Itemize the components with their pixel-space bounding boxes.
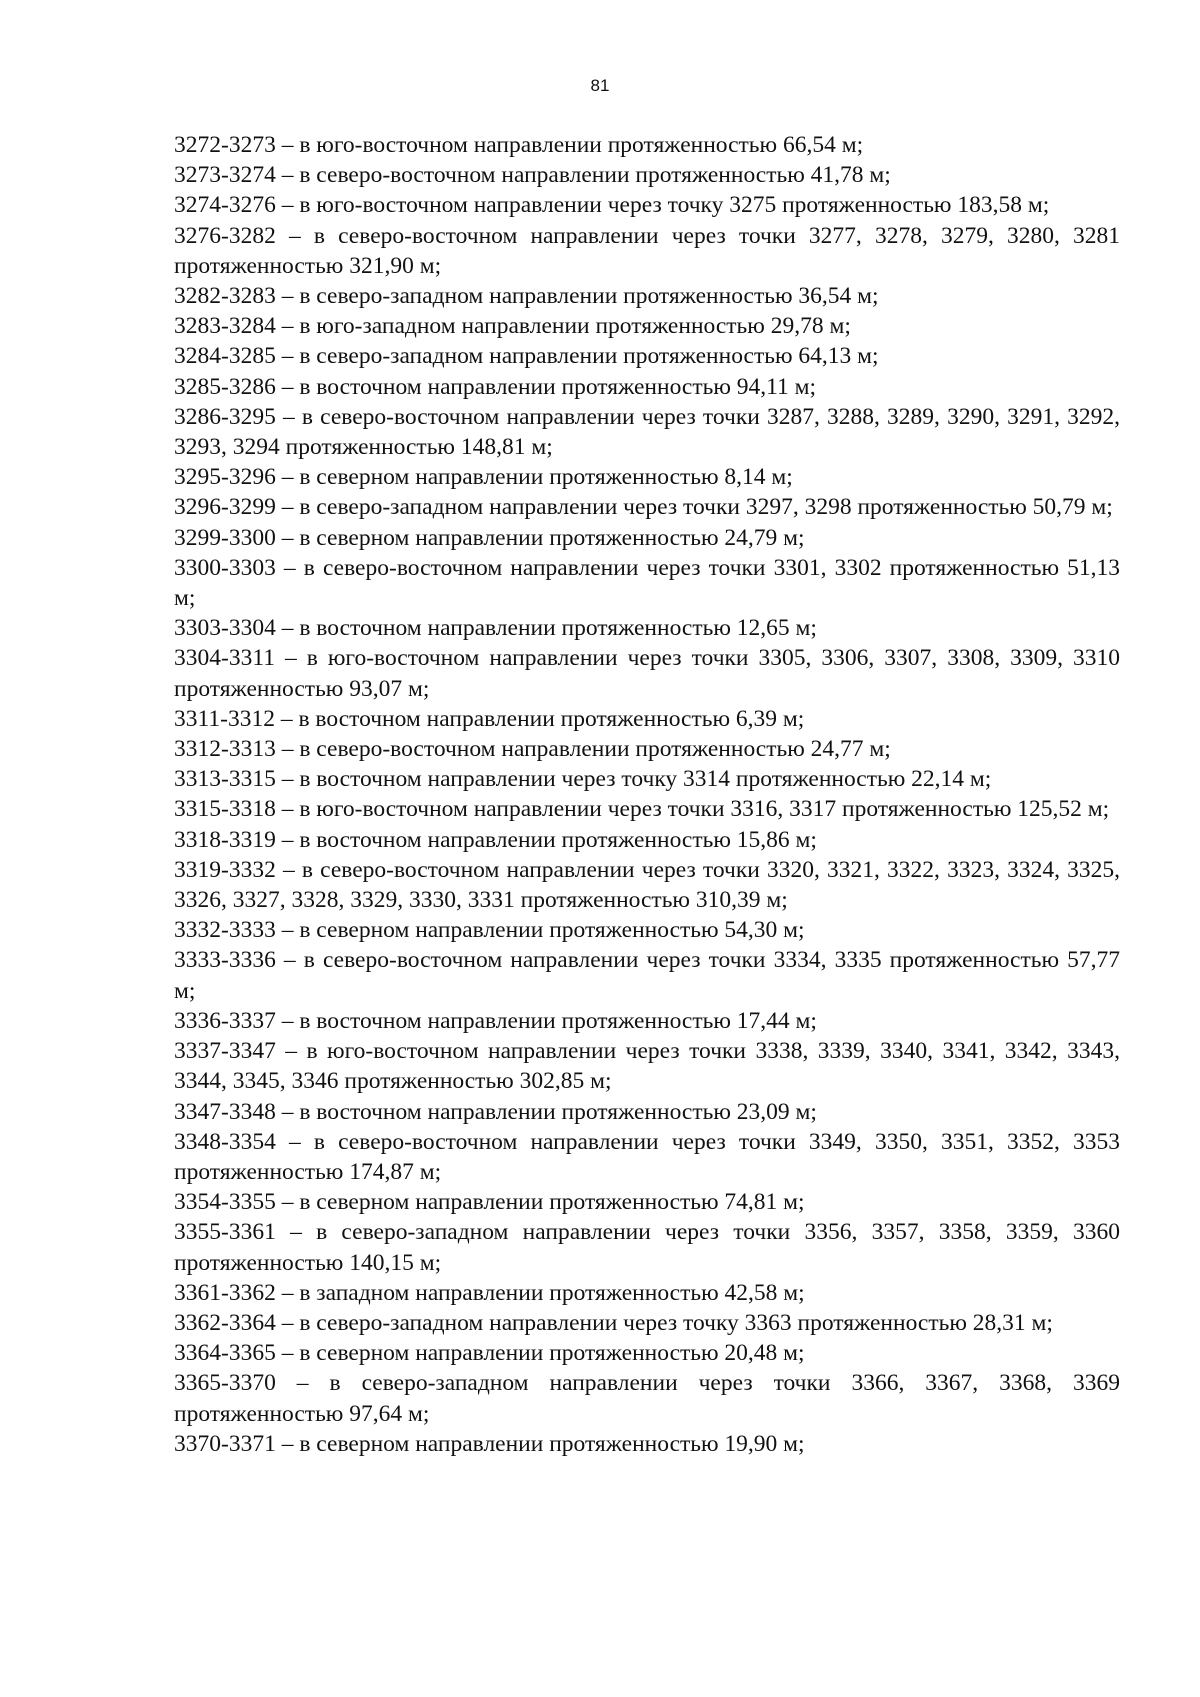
boundary-segment-paragraph: 3337-3347 – в юго-восточном направлении через точки 3338, 3339, 3340, 3341, 3342, 3343, 3344, 3345, 3346 протяженностью 302,85 м; <box>174 1038 1120 1095</box>
boundary-segment-paragraph: 3311-3312 – в восточном направлении протяженностью 6,39 м; <box>174 705 805 732</box>
boundary-segment-paragraph: 3295-3296 – в северном направлении протяженностью 8,14 м; <box>174 464 793 491</box>
page-number: 81 <box>590 76 610 95</box>
boundary-segment-paragraph: 3285-3286 – в восточном направлении протяженностью 94,11 м; <box>174 373 817 400</box>
boundary-segment-paragraph: 3362-3364 – в северо-западном направлении через точку 3363 протяженностью 28,31 м; <box>174 1309 1053 1336</box>
boundary-segment-paragraph: 3370-3371 – в северном направлении протяженностью 19,90 м; <box>174 1430 805 1457</box>
boundary-segment-paragraph: 3286-3295 – в северо-восточном направлении через точки 3287, 3288, 3289, 3290, 3291, 3292, 3293, 3294 протяженностью 148,81 м; <box>174 403 1120 461</box>
boundary-segment-paragraph: 3283-3284 – в юго-западном направлении протяженностью 29,78 м; <box>174 313 851 340</box>
boundary-segment-paragraph: 3355-3361 – в северо-западном направлении через точки 3356, 3357, 3358, 3359, 3360 протяженностью 140,15 м; <box>174 1219 1120 1276</box>
boundary-segment-paragraph: 3319-3332 – в северо-восточном направлении через точки 3320, 3321, 3322, 3323, 3324, 3325, 3326, 3327, 3328, 3329, 3330, 3331 протяженностью 310,39 м; <box>174 856 1120 914</box>
boundary-segment-paragraph: 3274-3276 – в юго-восточном направлении через точку 3275 протяженностью 183,58 м; <box>174 192 1050 219</box>
boundary-segment-paragraph: 3354-3355 – в северном направлении протяженностью 74,81 м; <box>174 1189 805 1216</box>
boundary-segment-paragraph: 3365-3370 – в северо-западном направлении через точки 3366, 3367, 3368, 3369 протяженностью 97,64 м; <box>174 1370 1120 1427</box>
boundary-segment-paragraph: 3348-3354 – в северо-восточном направлении через точки 3349, 3350, 3351, 3352, 3353 протяженностью 174,87 м; <box>174 1128 1120 1185</box>
boundary-segment-paragraph: 3284-3285 – в северо-западном направлении протяженностью 64,13 м; <box>174 343 879 370</box>
boundary-segment-paragraph: 3364-3365 – в северном направлении протяженностью 20,48 м; <box>174 1340 805 1367</box>
boundary-segment-paragraph: 3304-3311 – в юго-восточном направлении через точки 3305, 3306, 3307, 3308, 3309, 3310 протяженностью 93,07 м; <box>174 645 1120 702</box>
boundary-segment-paragraph: 3273-3274 – в северо-восточном направлении протяженностью 41,78 м; <box>174 162 891 189</box>
boundary-segment-paragraph: 3272-3273 – в юго-восточном направлении протяженностью 66,54 м; <box>174 132 864 158</box>
boundary-segment-paragraph: 3318-3319 – в восточном направлении протяженностью 15,86 м; <box>174 826 817 853</box>
boundary-segment-paragraph: 3300-3303 – в северо-восточном направлении через точки 3301, 3302 протяженностью 51,13 м; <box>174 554 1120 612</box>
boundary-segment-paragraph: 3347-3348 – в восточном направлении протяженностью 23,09 м; <box>174 1098 817 1125</box>
document-body <box>174 130 1120 1459</box>
boundary-segment-paragraph: 3299-3300 – в северном направлении протяженностью 24,79 м; <box>174 524 805 551</box>
boundary-segment-paragraph: 3333-3336 – в северо-восточном направлении через точки 3334, 3335 протяженностью 57,77 м; <box>174 947 1120 1004</box>
boundary-segment-paragraph: 3296-3299 – в северо-западном направлении через точки 3297, 3298 протяженностью 50,79 м; <box>174 494 1113 521</box>
boundary-segment-paragraph: 3336-3337 – в восточном направлении протяженностью 17,44 м; <box>174 1007 817 1034</box>
boundary-segment-paragraph: 3361-3362 – в западном направлении протяженностью 42,58 м; <box>174 1279 805 1306</box>
boundary-segment-paragraph: 3312-3313 – в северо-восточном направлении протяженностью 24,77 м; <box>174 736 891 763</box>
boundary-segment-paragraph: 3282-3283 – в северо-западном направлении протяженностью 36,54 м; <box>174 283 879 310</box>
boundary-segment-paragraph: 3303-3304 – в восточном направлении протяженностью 12,65 м; <box>174 615 817 642</box>
boundary-segment-paragraph: 3276-3282 – в северо-восточном направлении через точки 3277, 3278, 3279, 3280, 3281 протяженностью 321,90 м; <box>174 222 1120 279</box>
boundary-segment-paragraph: 3332-3333 – в северном направлении протяженностью 54,30 м; <box>174 917 805 944</box>
boundary-segment-paragraph: 3315-3318 – в юго-восточном направлении через точки 3316, 3317 протяженностью 125,52 м; <box>174 796 1110 823</box>
boundary-segment-paragraph: 3313-3315 – в восточном направлении через точку 3314 протяженностью 22,14 м; <box>174 766 992 793</box>
